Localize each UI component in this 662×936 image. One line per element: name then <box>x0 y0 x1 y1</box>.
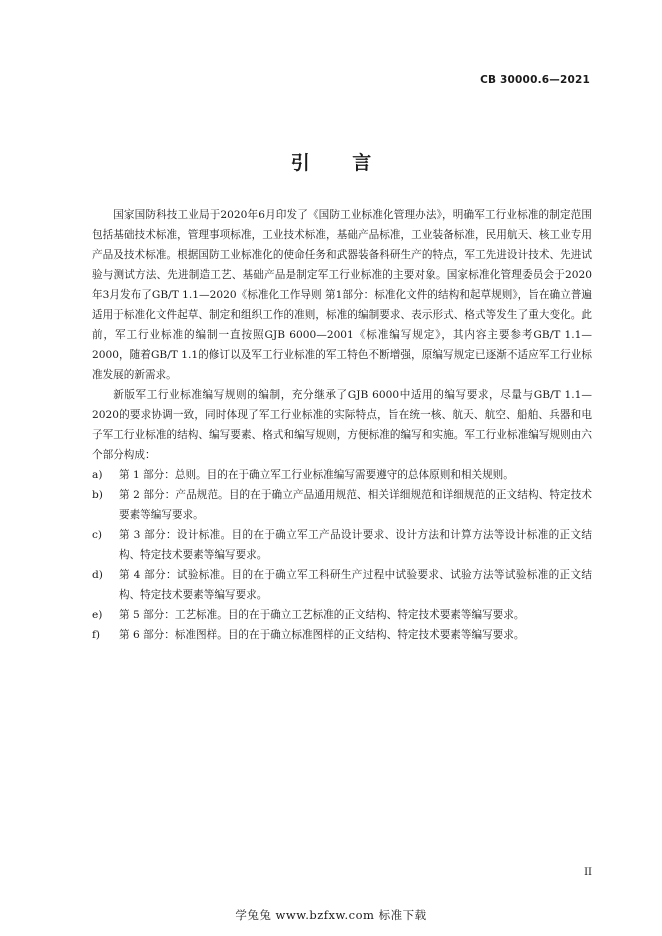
list-item-text: 第 1 部分：总则。目的在于确立军工行业标准编写需要遵守的总体原则和相关规则。 <box>119 469 514 481</box>
list-item-text: 第 3 部分：设计标准。目的在于确立军工产品设计要求、设计方法和计算方法等设计标准的正文结构、特定技术要素等编写要求。 <box>119 529 592 561</box>
list-marker: f) <box>92 629 101 641</box>
list-item <box>92 565 592 605</box>
list-marker: d) <box>92 569 103 581</box>
document-body <box>92 205 592 645</box>
list-marker: a) <box>92 469 103 481</box>
list-marker: c) <box>92 529 103 541</box>
list-item-text: 第 5 部分：工艺标准。目的在于确立工艺标准的正文结构、特定技术要素等编写要求。 <box>119 609 525 621</box>
list-item-text: 第 4 部分：试验标准。目的在于确立军工科研生产过程中试验要求、试验方法等试验标准的正文结构、特定技术要素等编写要求。 <box>119 569 592 601</box>
list-marker: e) <box>92 609 103 621</box>
list-marker: b) <box>92 489 103 501</box>
list-item <box>92 525 592 565</box>
list-item <box>92 605 592 625</box>
footer-watermark: 学兔兔 www.bzfxw.com 标准下载 <box>235 908 427 922</box>
page-number: II <box>584 867 592 878</box>
list-item-text: 第 2 部分：产品规范。目的在于确立产品通用规范、相关详细规范和详细规范的正文结构、特定技术要素等编写要求。 <box>119 489 592 521</box>
list-item-text: 第 6 部分：标准图样。目的在于确立标准图样的正文结构、特定技术要素等编写要求。 <box>119 629 525 641</box>
list-item <box>92 485 592 525</box>
standard-number: CB 30000.6—2021 <box>480 74 590 86</box>
list-item <box>92 465 592 485</box>
section-title: 引 言 <box>290 152 390 174</box>
intro-paragraph: 新版军工行业标准编写规则的编制，充分继承了GJB 6000中适用的编写要求，尽量与GB/T 1.1—2020的要求协调一致，同时体现了军工行业标准的实际特点，旨在统一核、航天、航空、船舶、兵器和电子军工行业标准的结构、编写要素、格式和编写规则，方便标准的编写和实施。军工行业标准编写规则由六个部分构成： <box>92 389 592 461</box>
intro-paragraph: 国家国防科技工业局于2020年6月印发了《国防工业标准化管理办法》，明确军工行业标准的制定范围包括基础技术标准，管理事项标准，工业技术标准，基础产品标准，工业装备标准，民用航天、核工业专用产品及技术标准。根据国防工业标准化的使命任务和武器装备科研生产的特点，军工先进设计技术、先进试验与测试方法、先进制造工艺、基础产品是制定军工行业标准的主要对象。国家标准化管理委员会于2020年3月发布了GB/T 1.1—2020《标准化工作导则 第1部分：标准化文件的结构和起草规则》，旨在确立普遍适用于标准化文件起草、制定和组织工作的准则，标准的编制要求、表示形式、格式等发生了重大变化。此前，军工行业标准的编制一直按照GJB 6000—2001《标准编写规定》，其内容主要参考GB/T 1.1—2000，随着GB/T 1.1的修订以及军工行业标准的军工特色不断增强，原编写规定已逐渐不适应军工行业标准发展的新需求。 <box>92 209 592 381</box>
list-item <box>92 625 592 645</box>
parts-list <box>92 465 592 645</box>
